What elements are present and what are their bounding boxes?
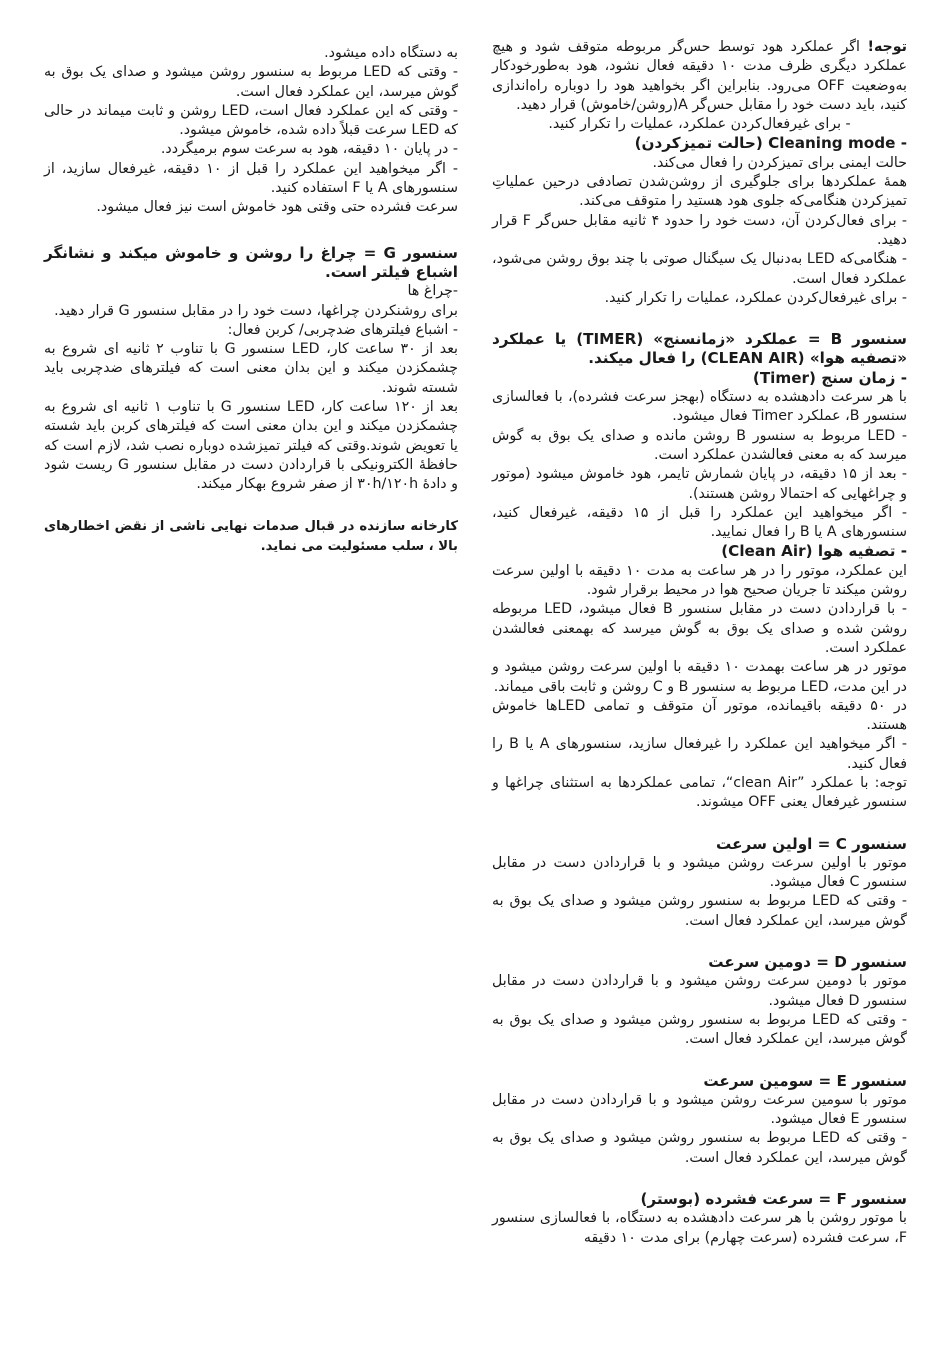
sensor-e-heading: سنسور E = سومین سرعت bbox=[703, 1071, 907, 1090]
timer-paragraph-3: - بعد از ۱۵ دقیقه، در پایان شمارش تایمر، هود خاموش میشود (موتور و چراغهایی که احتمالا روشن هستند). bbox=[492, 466, 907, 502]
clean-air-paragraph-5: - اگر میخواهید این عملکرد را غیرفعال سازید، سنسورهای A یا B را فعال کنید. bbox=[492, 736, 907, 772]
note-title: توجه! bbox=[867, 39, 907, 55]
clean-air-paragraph-1: این عملکرد، موتور را در هر ساعت به مدت ۱۰ دقیقه با اولین سرعت روشن میکند تا جریان صحیح هوا در محیط برقرار شود. bbox=[492, 562, 907, 599]
right-column bbox=[492, 38, 907, 1248]
sensor-c-paragraph-2: - وقتی که LED مربوط به سنسور روشن میشود و صدای یک بوق به گوش میرسد، این عملکرد فعال است. bbox=[492, 893, 907, 929]
sensor-e-paragraph-1: موتور با سومین سرعت روشن میشود و با قراردادن دست در مقابل سنسور E فعال میشود. bbox=[492, 1091, 907, 1128]
timer-paragraph-4: - اگر میخواهید این عملکرد را قبل از ۱۵ دقیقه، غیرفعال کنید، سنسورهای A یا B را فعال نمایید. bbox=[492, 504, 908, 541]
clean-air-heading: - تصفیه هوا (Clean Air) bbox=[721, 542, 907, 561]
boost-paragraph-6: سرعت فشرده حتی وقتی هود خاموش است نیز فعال میشود. bbox=[96, 199, 458, 216]
filters-heading: - اشباع فیلترهای ضدچربی/ کربن فعال: bbox=[227, 321, 458, 338]
sensor-f-heading: سنسور F = سرعت فشرده (بوستر) bbox=[640, 1190, 907, 1209]
cleaning-paragraph-4: - هنگامی‌که LED به‌دنبال یک سیگنال صوتی با چند بوق روشن می‌شود، عملکرد فعال است. bbox=[492, 251, 907, 287]
left-column bbox=[44, 44, 458, 557]
cleaning-paragraph-1: حالت ایمنی برای تمیزکردن را فعال می‌کند. bbox=[652, 154, 907, 171]
timer-heading: - زمان سنج (Timer) bbox=[752, 368, 907, 387]
clean-air-note: توجه: با عملکرد ”clean Air“، تمامی عملکردها به استثنای چراغها و سنسور غیرفعال یعنی OFF میشوند. bbox=[492, 774, 907, 811]
cleaning-mode-heading: - Cleaning mode (حالت تمیزکردن) bbox=[634, 134, 907, 153]
sensor-e-paragraph-2: - وقتی که LED مربوط به سنسور روشن میشود و صدای یک بوق به گوش میرسد، این عملکرد فعال است. bbox=[492, 1130, 907, 1166]
note-item: - برای غیرفعال‌کردن عملکرد، عملیات را تکرار کنید. bbox=[548, 116, 851, 133]
liability-warning: کارخانه سازنده در قبال صدمات نهایی ناشی از نقض اخطارهای بالا ، سلب مسئولیت می نماید. bbox=[44, 518, 458, 554]
clean-air-paragraph-2: - با قراردادن دست در مقابل سنسور B فعال میشود، LED مربوطه روشن شده و صدای یک بوق به گوش میرسد که بهمعنی فعالشدن عملکرد است. bbox=[492, 601, 907, 656]
note-paragraph bbox=[492, 38, 907, 115]
sensor-d-paragraph-1: موتور با دومین سرعت روشن میشود و با قراردادن دست در مقابل سنسور D فعال میشود. bbox=[492, 973, 907, 1009]
sensor-d-paragraph-2: - وقتی که LED مربوط به سنسور روشن میشود و صدای یک بوق به گوش میرسد، این عملکرد فعال است. bbox=[492, 1011, 907, 1048]
clean-air-paragraph-4: در ۵۰ دقیقه باقیمانده، موتور آن متوقف و تمامی LEDها خاموش هستند. bbox=[492, 697, 908, 734]
boost-paragraph-3: - وقتی که این عملکرد فعال است، LED روشن و ثابت میماند در حالی که LED سرعت قبلاً داده شده، خاموش میشود. bbox=[44, 102, 458, 139]
filters-paragraph-2: بعد از ۱۲۰ ساعت کار، LED سنسور G با تناوب ۱ ثانیه ای شروع به چشمکزدن میکند و این بدان معنی است که فیلترهای کربن باید شسته یا تعویض شوند.وقتی که فیلتر تمیزشده دوباره نصب شد، لازم است که حافظهٔ الکترونیکی با قراردادن دست در مقابل سنسور G ریست شود و دادهٔ ۳۰h/۱۲۰h از صفر شروع بهکار میکند. bbox=[44, 399, 459, 493]
boost-paragraph-5: - اگر میخواهید این عملکرد را قبل از ۱۰ دقیقه، غیرفعال سازید، از سنسورهای A یا F استفاده کنید. bbox=[44, 160, 458, 197]
sensor-b-heading: سنسور B = عملکرد «زمانسنج» (TIMER) یا عملکرد «تصفیه هوا» (CLEAN AIR) را فعال میکند. bbox=[492, 330, 907, 368]
lights-paragraph: برای روشنکردن چراغها، دست خود را در مقابل سنسور G قرار دهید. bbox=[54, 302, 458, 319]
boost-paragraph-2: - وقتی که LED مربوط به سنسور روشن میشود و صدای یک بوق به گوش میرسد، این عملکرد فعال است. bbox=[44, 64, 458, 100]
cleaning-paragraph-5: - برای غیرفعال‌کردن عملکرد، عملیات را تکرار کنید. bbox=[604, 289, 907, 306]
sensor-c-heading: سنسور C = اولین سرعت bbox=[716, 834, 907, 853]
filters-paragraph-1: بعد از ۳۰ ساعت کار، LED سنسور G با تناوب ۲ ثانیه ای شروع به چشمکزدن میکند و این بدان معنی است که فیلترهای ضدچربی باید شسته شوند. bbox=[44, 341, 458, 396]
timer-paragraph-2: - LED مربوط به سنسور B روشن مانده و صدای یک بوق به گوش میرسد که به معنی فعالشدن عملکرد است. bbox=[492, 427, 907, 463]
lights-heading: -چراغ ها bbox=[407, 283, 458, 300]
sensor-g-heading: سنسور G = چراغ را روشن و خاموش میکند و نشانگر اشباع فیلتر است. bbox=[44, 243, 458, 281]
cleaning-paragraph-2: همهٔ عملکردها برای جلوگیری از روشن‌شدن تصادفی درحین عملیاتِ تمیزکردن هنگامی‌که جلوی هود هستید را متوقف می‌کند. bbox=[492, 174, 907, 210]
clean-air-paragraph-3: موتور در هر ساعت بهمدت ۱۰ دقیقه با اولین سرعت روشن میشود و در این مدت، LED مربوط به سنسور B و C روشن و ثابت باقی میماند. bbox=[492, 659, 907, 695]
sensor-f-paragraph-1: با موتور روشن با هر سرعت دادهشده به دستگاه، با فعالسازی سنسور F، سرعت فشرده (سرعت چهارم) برای مدت ۱۰ دقیقه bbox=[492, 1210, 907, 1246]
note-text: اگر عملکرد هود توسط حس‌گر مربوطه متوقف شود و هیچ عملکرد دیگری ظرف مدت ۱۰ دقیقه فعال نشود، هود به‌طورخودکار به‌وضعیت OFF می‌رود. بنابراین اگر بخواهید هود را دوباره راه‌اندازی کنید، باید دست خود را مقابل حس‌گر A(روشن/خاموش) قرار دهید. bbox=[492, 39, 907, 113]
boost-paragraph-1: به دستگاه داده میشود. bbox=[324, 45, 458, 61]
boost-paragraph-4: - در پایان ۱۰ دقیقه، هود به سرعت سوم برمیگردد. bbox=[160, 141, 458, 158]
cleaning-paragraph-3: - برای فعال‌کردن آن، دست خود را حدود ۴ ثانیه مقابل حس‌گر F قرار دهید. bbox=[492, 212, 907, 248]
timer-paragraph-1: با هر سرعت دادهشده به دستگاه (بهجز سرعت فشرده)، با فعالسازی سنسور B، عملکرد Timer فعال میشود. bbox=[492, 389, 907, 425]
sensor-d-heading: سنسور D = دومین سرعت bbox=[708, 953, 907, 972]
sensor-c-paragraph-1: موتور با اولین سرعت روشن میشود و با قراردادن دست در مقابل سنسور C فعال میشود. bbox=[492, 854, 907, 891]
